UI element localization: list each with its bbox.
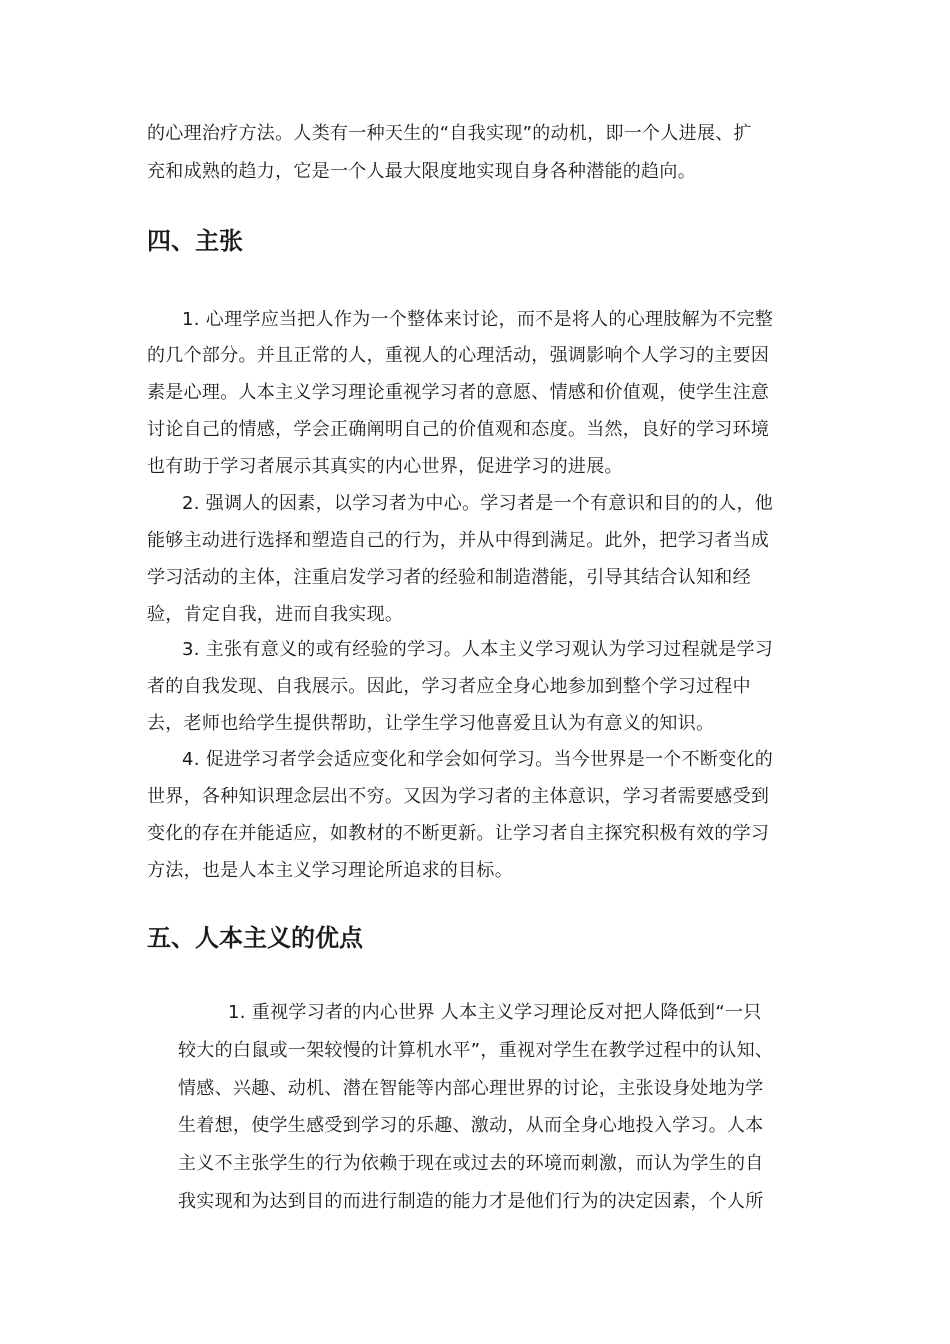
paragraph-line: 去，老师也给学生提供帮助，让学生学习他喜爱且认为有意义的知识。 xyxy=(147,713,715,734)
paragraph-line: 也有助于学习者展示其真实的内心世界，促进学习的进展。 xyxy=(147,456,623,477)
section-heading: 四、主张 xyxy=(147,227,243,255)
paragraph-line: 3. 主张有意义的或有经验的学习。人本主义学习观认为学习过程就是学习 xyxy=(182,639,774,660)
paragraph-line: 学习活动的主体，注重启发学习者的经验和制造潜能，引导其结合认知和经 xyxy=(147,567,751,588)
paragraph-line: 1. 心理学应当把人作为一个整体来讨论，而不是将人的心理肢解为不完整 xyxy=(182,309,774,330)
paragraph-line: 世界，各种知识理念层出不穷。又因为学习者的主体意识，学习者需要感受到 xyxy=(147,786,770,807)
paragraph-line: 4. 促进学习者学会适应变化和学会如何学习。当今世界是一个不断变化的 xyxy=(182,749,774,770)
paragraph-line: 验，肯定自我，进而自我实现。 xyxy=(147,604,404,625)
paragraph-line: 较大的白鼠或一架较慢的计算机水平”，重视对学生在教学过程中的认知、 xyxy=(178,1040,774,1061)
paragraph-line: 方法，也是人本主义学习理论所追求的目标。 xyxy=(147,860,513,881)
section-heading: 五、人本主义的优点 xyxy=(147,924,363,952)
paragraph-line: 素是心理。人本主义学习理论重视学习者的意愿、情感和价值观，使学生注意 xyxy=(147,382,770,403)
paragraph-line: 者的自我发现、自我展示。因此，学习者应全身心地参加到整个学习过程中 xyxy=(147,676,751,697)
paragraph-line: 主义不主张学生的行为依赖于现在或过去的环境而刺激，而认为学生的自 xyxy=(178,1153,764,1174)
paragraph-line: 变化的存在并能适应，如教材的不断更新。让学习者自主探究积极有效的学习 xyxy=(147,823,770,844)
paragraph-line: 充和成熟的趋力，它是一个人最大限度地实现自身各种潜能的趋向。 xyxy=(147,161,696,182)
paragraph-line: 我实现和为达到目的而进行制造的能力才是他们行为的决定因素，个人所 xyxy=(178,1191,764,1212)
paragraph-line: 的几个部分。并且正常的人，重视人的心理活动，强调影响个人学习的主要因 xyxy=(147,345,770,366)
paragraph-line: 能够主动进行选择和塑造自己的行为，并从中得到满足。此外，把学习者当成 xyxy=(147,530,770,551)
paragraph-line: 情感、兴趣、动机、潜在智能等内部心理世界的讨论，主张设身处地为学 xyxy=(178,1078,764,1099)
paragraph-line: 1. 重视学习者的内心世界 人本主义学习理论反对把人降低到“一只 xyxy=(228,1002,762,1023)
paragraph-line: 生着想，使学生感受到学习的乐趣、激动，从而全身心地投入学习。人本 xyxy=(178,1115,764,1136)
paragraph-line: 2. 强调人的因素，以学习者为中心。学习者是一个有意识和目的的人，他 xyxy=(182,493,774,514)
paragraph-line: 讨论自己的情感，学会正确阐明自己的价值观和态度。当然，良好的学习环境 xyxy=(147,419,770,440)
paragraph-line: 的心理治疗方法。人类有一种天生的“自我实现”的动机，即一个人进展、扩 xyxy=(147,123,752,144)
